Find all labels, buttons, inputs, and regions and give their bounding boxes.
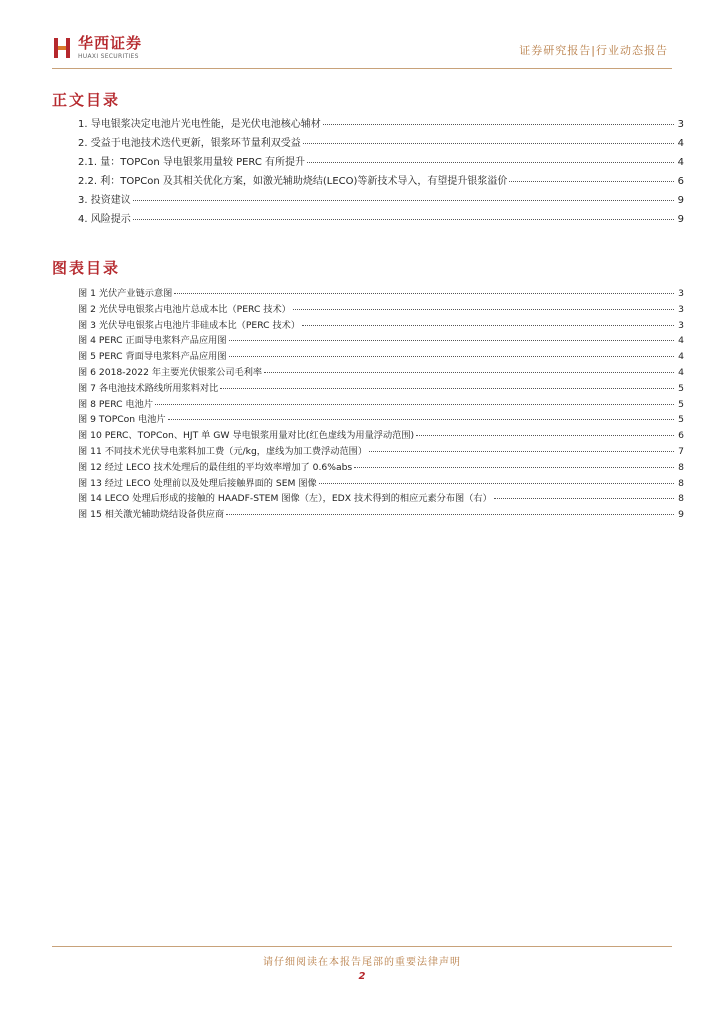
main-toc-entry-page: 9 xyxy=(677,214,684,225)
figure-toc-entry-title: 图 7 各电池技术路线所用浆料对比 xyxy=(78,382,219,394)
figure-toc-entry-title: 图 5 PERC 背面导电浆料产品应用图 xyxy=(78,351,227,363)
figure-toc-entry[interactable] xyxy=(78,411,684,427)
figure-toc-entry-page: 6 xyxy=(678,430,684,442)
report-type-label: 证券研究报告|行业动态报告 xyxy=(519,44,668,57)
dot-leader xyxy=(229,340,674,341)
figure-toc-entry[interactable] xyxy=(78,317,684,333)
main-toc-entry-page: 6 xyxy=(677,176,684,187)
figure-toc-entry[interactable] xyxy=(78,490,684,506)
figure-toc-entry-page: 3 xyxy=(678,319,684,331)
figure-toc-entry-page: 4 xyxy=(678,351,684,363)
figure-toc-entry[interactable] xyxy=(78,380,684,396)
figure-toc-entry[interactable] xyxy=(78,285,684,301)
dot-leader xyxy=(354,467,674,468)
main-toc-entry[interactable] xyxy=(78,115,684,134)
figure-toc-entry-title: 图 9 TOPCon 电池片 xyxy=(78,414,166,426)
main-toc-entry-page: 9 xyxy=(677,195,684,206)
main-toc-entry[interactable] xyxy=(78,134,684,153)
dot-leader xyxy=(174,293,674,294)
main-toc-entry-title: 3. 投资建议 xyxy=(78,195,131,206)
figure-toc-entry-page: 9 xyxy=(678,509,684,521)
logo-chinese-name: 华西证券 xyxy=(78,34,143,52)
figure-toc-entry-title: 图 6 2018-2022 年主要光伏银浆公司毛利率 xyxy=(78,366,263,378)
main-toc-entry-page: 4 xyxy=(677,138,684,149)
figure-toc-entry[interactable] xyxy=(78,506,684,522)
dot-leader xyxy=(307,162,674,163)
main-toc-entry-title: 1. 导电银浆决定电池片光电性能，是光伏电池核心辅材 xyxy=(78,119,321,130)
dot-leader xyxy=(155,404,674,405)
figure-toc-list xyxy=(78,285,684,522)
figure-toc-entry-page: 4 xyxy=(678,366,684,378)
figure-toc-entry[interactable] xyxy=(78,475,684,491)
figure-toc-entry-page: 4 xyxy=(678,335,684,347)
main-toc-entry-page: 4 xyxy=(677,157,684,168)
main-toc-list xyxy=(78,115,684,229)
figure-toc-entry[interactable] xyxy=(78,332,684,348)
figure-toc-entry-page: 8 xyxy=(678,461,684,473)
figure-toc-entry-title: 图 11 不同技术光伏导电浆料加工费（元/kg，虚线为加工费浮动范围） xyxy=(78,445,368,457)
main-toc-entry-title: 2. 受益于电池技术迭代更新，银浆环节量利双受益 xyxy=(78,138,301,149)
figure-toc-entry-page: 5 xyxy=(678,382,684,394)
dot-leader xyxy=(133,200,674,201)
figure-toc-entry-title: 图 14 LECO 处理后形成的接触的 HAADF-STEM 图像（左），EDX 技术得到的相应元素分布图（右） xyxy=(78,493,492,505)
dot-leader xyxy=(303,143,674,144)
dot-leader xyxy=(229,356,674,357)
figure-toc-entry-page: 5 xyxy=(678,398,684,410)
main-toc-entry[interactable] xyxy=(78,210,684,229)
main-toc-entry[interactable] xyxy=(78,191,684,210)
figure-toc-entry-title: 图 15 相关激光辅助烧结设备供应商 xyxy=(78,509,225,521)
figure-toc-entry-page: 7 xyxy=(678,445,684,457)
main-toc-entry[interactable] xyxy=(78,172,684,191)
page-header xyxy=(52,28,672,69)
figure-toc-entry-title: 图 3 光伏导电银浆占电池片非硅成本比（PERC 技术） xyxy=(78,319,301,331)
page-number: 2 xyxy=(358,971,366,982)
footer-divider xyxy=(52,946,672,947)
main-toc-entry-title: 4. 风险提示 xyxy=(78,214,131,225)
dot-leader xyxy=(133,219,674,220)
figure-toc-entry[interactable] xyxy=(78,443,684,459)
dot-leader xyxy=(416,435,674,436)
dot-leader xyxy=(264,372,674,373)
figure-toc-entry[interactable] xyxy=(78,427,684,443)
figure-toc-entry-page: 5 xyxy=(678,414,684,426)
figure-toc-title: 图表目录 xyxy=(52,259,121,277)
figure-toc-entry-title: 图 4 PERC 正面导电浆料产品应用图 xyxy=(78,335,227,347)
huaxi-logo-icon xyxy=(52,36,72,60)
dot-leader xyxy=(509,181,674,182)
dot-leader xyxy=(319,483,674,484)
dot-leader xyxy=(220,388,674,389)
figure-toc-entry-page: 8 xyxy=(678,493,684,505)
figure-toc-entry[interactable] xyxy=(78,459,684,475)
figure-toc-entry-title: 图 13 经过 LECO 处理前以及处理后接触界面的 SEM 图像 xyxy=(78,477,317,489)
dot-leader xyxy=(369,451,674,452)
figure-toc-entry-title: 图 1 光伏产业链示意图 xyxy=(78,288,173,299)
dot-leader xyxy=(494,498,674,499)
dot-leader xyxy=(226,514,674,515)
main-toc-entry-title: 2.2. 利：TOPCon 及其相关优化方案，如激光辅助烧结(LECO)等新技术导入，有望提升银浆溢价 xyxy=(78,176,508,187)
figure-toc-entry[interactable] xyxy=(78,364,684,380)
main-toc-title: 正文目录 xyxy=(52,91,121,109)
figure-toc-entry-page: 3 xyxy=(678,288,684,299)
dot-leader xyxy=(168,419,674,420)
figure-toc-entry[interactable] xyxy=(78,348,684,364)
main-toc-entry-page: 3 xyxy=(677,119,684,130)
main-toc-entry-title: 2.1. 量：TOPCon 导电银浆用量较 PERC 有所提升 xyxy=(78,157,306,168)
figure-toc-entry-page: 3 xyxy=(678,303,684,315)
dot-leader xyxy=(293,309,674,310)
logo-english-name: HUAXI SECURITIES xyxy=(78,53,139,60)
figure-toc-entry-title: 图 8 PERC 电池片 xyxy=(78,398,154,410)
dot-leader xyxy=(302,325,674,326)
dot-leader xyxy=(323,124,674,125)
main-toc-entry[interactable] xyxy=(78,153,684,172)
company-logo xyxy=(52,36,142,60)
figure-toc-entry-page: 8 xyxy=(678,477,684,489)
figure-toc-entry[interactable] xyxy=(78,301,684,317)
legal-disclaimer: 请仔细阅读在本报告尾部的重要法律声明 xyxy=(263,957,461,968)
figure-toc-entry-title: 图 12 经过 LECO 技术处理后的最佳组的平均效率增加了 0.6%abs xyxy=(78,461,353,473)
figure-toc-entry-title: 图 10 PERC、TOPCon、HJT 单 GW 导电银浆用量对比(红色虚线为用量浮动范围) xyxy=(78,430,415,442)
figure-toc-entry[interactable] xyxy=(78,396,684,412)
figure-toc-entry-title: 图 2 光伏导电银浆占电池片总成本比（PERC 技术） xyxy=(78,303,291,315)
